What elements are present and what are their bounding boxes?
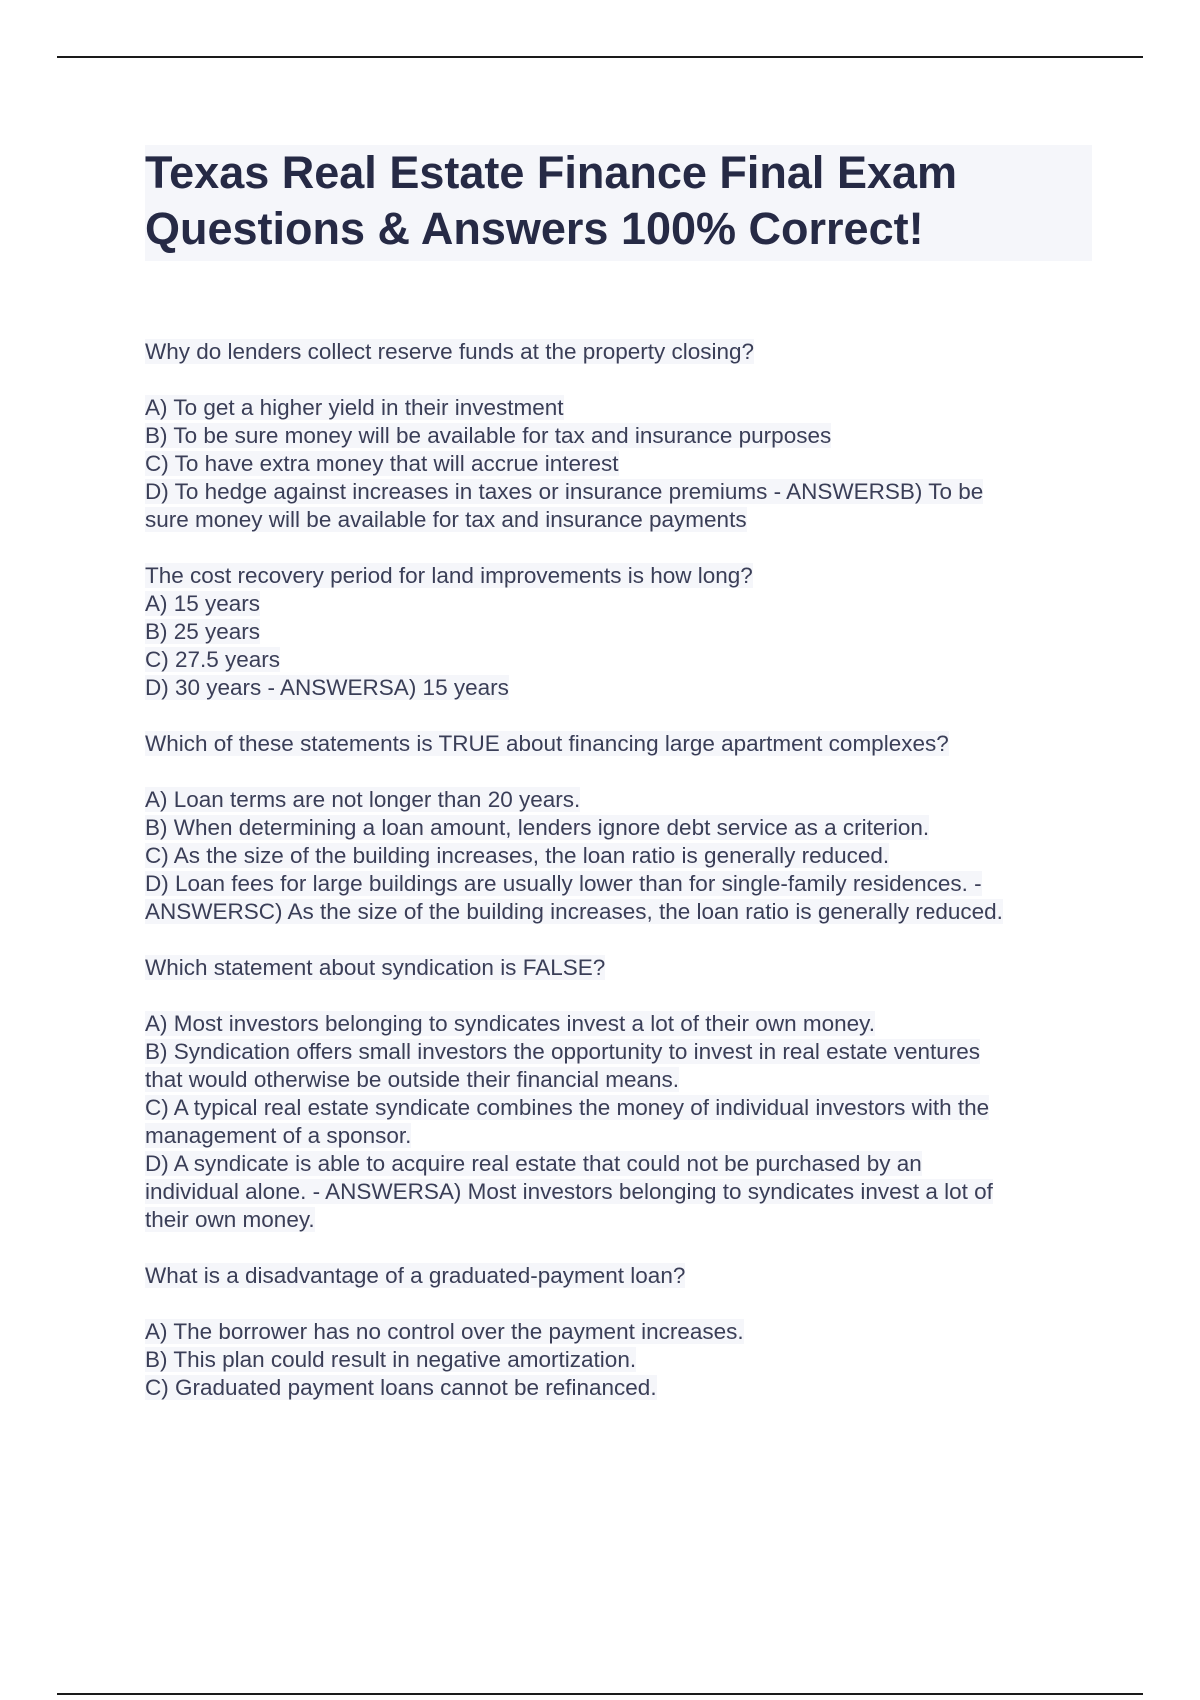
top-rule <box>57 56 1143 58</box>
answer-option: A) The borrower has no control over the payment increases. <box>145 1319 744 1344</box>
title-line-2: Questions & Answers 100% Correct! <box>145 203 924 254</box>
answer-option: sure money will be available for tax and insurance payments <box>145 507 747 532</box>
answer-option: that would otherwise be outside their financial means. <box>145 1067 680 1092</box>
answer-option: B) 25 years <box>145 619 261 644</box>
bottom-rule <box>57 1693 1143 1695</box>
answer-option: A) Most investors belonging to syndicates invest a lot of their own money. <box>145 1011 875 1036</box>
questions-list <box>145 338 1085 1402</box>
answer-option: D) To hedge against increases in taxes or insurance premiums - ANSWERSB) To be <box>145 479 984 504</box>
answer-option: individual alone. - ANSWERSA) Most investors belonging to syndicates invest a lot of <box>145 1179 993 1204</box>
answer-option: A) 15 years <box>145 591 261 616</box>
answer-option: A) To get a higher yield in their investment <box>145 395 564 420</box>
question-block <box>145 1262 1085 1402</box>
answer-option: C) 27.5 years <box>145 647 281 672</box>
answer-option: C) As the size of the building increases, the loan ratio is generally reduced. <box>145 843 890 868</box>
answer-option: B) Syndication offers small investors the opportunity to invest in real estate ventures <box>145 1039 981 1064</box>
answer-option: B) This plan could result in negative amortization. <box>145 1347 637 1372</box>
question-text: Which of these statements is TRUE about financing large apartment complexes? <box>145 731 949 756</box>
answer-option: their own money. <box>145 1207 315 1232</box>
answer-option: B) To be sure money will be available for tax and insurance purposes <box>145 423 832 448</box>
document-title <box>145 145 1092 261</box>
answer-option: B) When determining a loan amount, lenders ignore debt service as a criterion. <box>145 815 930 840</box>
answer-option: D) Loan fees for large buildings are usually lower than for single-family residences. - <box>145 871 982 896</box>
answer-option: ANSWERSC) As the size of the building increases, the loan ratio is generally reduced. <box>145 899 1003 924</box>
question-text: What is a disadvantage of a graduated-payment loan? <box>145 1263 686 1288</box>
question-text: The cost recovery period for land improvements is how long? <box>145 563 753 588</box>
answer-option: C) A typical real estate syndicate combines the money of individual investors with the <box>145 1095 990 1120</box>
question-text: Why do lenders collect reserve funds at the property closing? <box>145 339 755 364</box>
answer-option: C) Graduated payment loans cannot be refinanced. <box>145 1375 657 1400</box>
question-text: Which statement about syndication is FALSE? <box>145 955 606 980</box>
question-block <box>145 338 1085 534</box>
answer-option: C) To have extra money that will accrue interest <box>145 451 619 476</box>
question-block <box>145 562 1085 702</box>
answer-option: D) A syndicate is able to acquire real estate that could not be purchased by an <box>145 1151 922 1176</box>
answer-option: A) Loan terms are not longer than 20 years. <box>145 787 581 812</box>
question-block <box>145 730 1085 926</box>
title-line-1: Texas Real Estate Finance Final Exam <box>145 147 958 198</box>
answer-option: management of a sponsor. <box>145 1123 412 1148</box>
question-block <box>145 954 1085 1234</box>
answer-option: D) 30 years - ANSWERSA) 15 years <box>145 675 509 700</box>
